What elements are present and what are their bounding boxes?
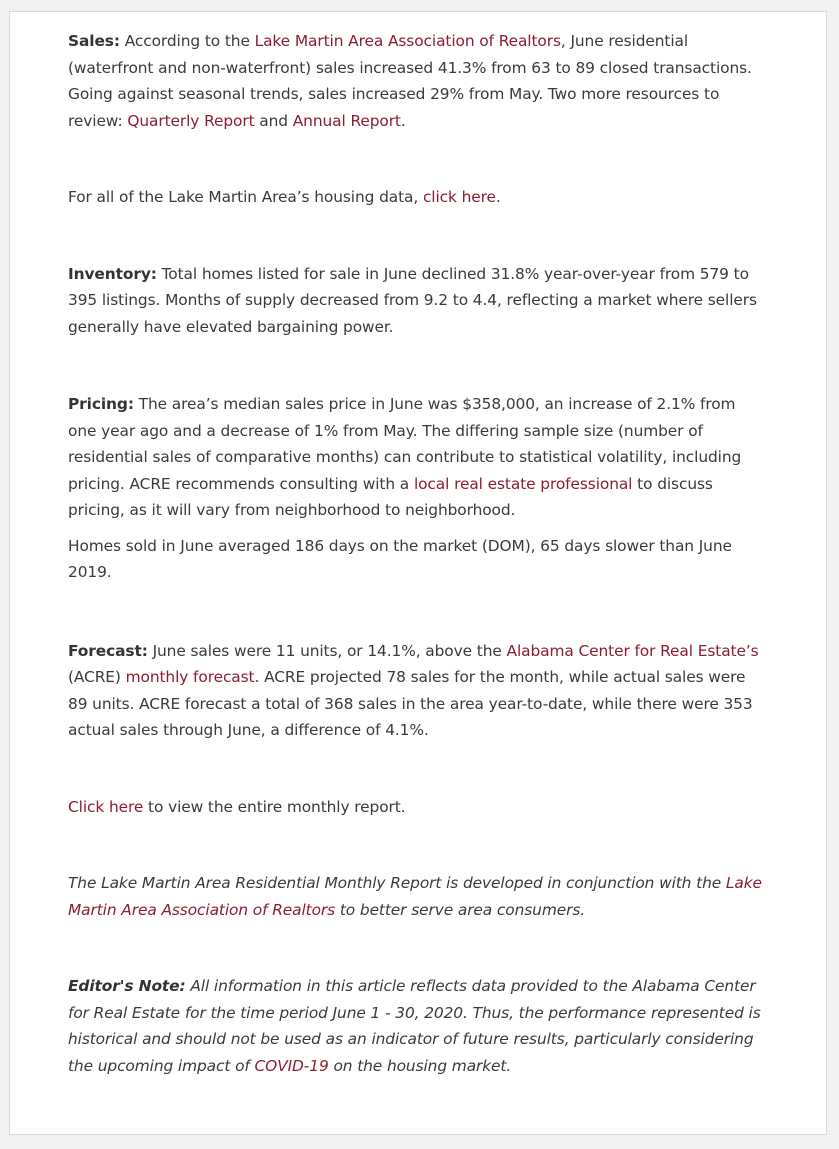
report-paragraph [68, 794, 768, 821]
editor-note-paragraph [68, 973, 768, 1079]
monthly-report-link[interactable]: Click here [68, 797, 144, 816]
inventory-paragraph [68, 261, 768, 341]
monthly-forecast-link[interactable]: monthly forecast [125, 668, 255, 686]
sales-text-1: According to the [119, 32, 255, 50]
housing-data-link[interactable]: click here [422, 188, 496, 206]
quarterly-report-link[interactable]: Quarterly Report [127, 111, 255, 130]
disclaimer-paragraph [68, 870, 768, 923]
sales-text-2: , June residential (waterfront and non-waterfront) sales increased 41.3% from 63 to 89 closed transactions. Going against seasonal trends, sales increased 29% from May. Two more resources to review: [68, 32, 752, 130]
housing-text-2: . [495, 188, 501, 206]
covid-link[interactable]: COVID-19 [254, 1056, 329, 1075]
forecast-text-1: June sales were 11 units, or 14.1%, above the [147, 641, 507, 660]
article-body [68, 28, 768, 1079]
forecast-heading: Forecast: [68, 641, 148, 660]
editor-note-heading: Editor's Note: [68, 977, 186, 995]
pricing-paragraph [68, 391, 768, 524]
pricing-text-2: to discuss pricing, as it will vary from neighborhood to neighborhood. [68, 474, 713, 519]
annual-report-link[interactable]: Annual Report [292, 111, 401, 130]
sales-text-4: . [400, 111, 406, 130]
editor-note-text-2: on the housing market. [328, 1056, 512, 1075]
forecast-text-3: . ACRE projected 78 sales for the month, while actual sales were 89 units. ACRE forecast a total of 368 sales in the area year-to-date, while there were 353 actual sales through June, a difference of 4.1%. [68, 668, 753, 739]
disclaimer-association-link[interactable]: Lake Martin Area Association of Realtors [68, 874, 762, 919]
sales-heading: Sales: [68, 32, 120, 50]
disclaimer-text-2: to better serve area consumers. [335, 900, 586, 919]
inventory-heading: Inventory: [68, 264, 157, 283]
forecast-paragraph [68, 638, 768, 744]
disclaimer-text-1: The Lake Martin Area Residential Monthly Report is developed in conjunction with the [68, 874, 726, 892]
association-link[interactable]: Lake Martin Area Association of Realtors [254, 32, 561, 50]
pricing-heading: Pricing: [68, 395, 134, 413]
sales-paragraph [68, 28, 768, 134]
pricing-text-1: The area’s median sales price in June was $358,000, an increase of 2.1% from one year ago and a decrease of 1% from May. The differing sample size (number of residential sales of comparative months) can contribute to statistical volatility, including pricing. ACRE recommends consulting with a [68, 395, 742, 493]
acre-link[interactable]: Alabama Center for Real Estate’s [506, 641, 759, 660]
dom-paragraph: Homes sold in June averaged 186 days on the market (DOM), 65 days slower than June 2019. [68, 536, 732, 581]
sales-text-3: and [254, 111, 293, 130]
report-text: to view the entire monthly report. [143, 797, 406, 816]
housing-text-1: For all of the Lake Martin Area’s housing data, [68, 188, 423, 206]
article-panel [9, 11, 827, 1135]
housing-data-paragraph [68, 184, 768, 211]
editor-note-text-1: All information in this article reflects data provided to the Alabama Center for Real Estate for the time period June 1 - 30, 2020. Thus, the performance represented is historical and should not be used as an indicator of future results, particularly considering the upcoming impact of [68, 977, 761, 1075]
forecast-text-2: (ACRE) [68, 668, 126, 686]
real-estate-professional-link[interactable]: local real estate professional [413, 474, 633, 493]
inventory-text: Total homes listed for sale in June declined 31.8% year-over-year from 579 to 395 listings. Months of supply decreased from 9.2 to 4.4, reflecting a market where sellers generally have elevated bargaining power. [68, 264, 757, 336]
